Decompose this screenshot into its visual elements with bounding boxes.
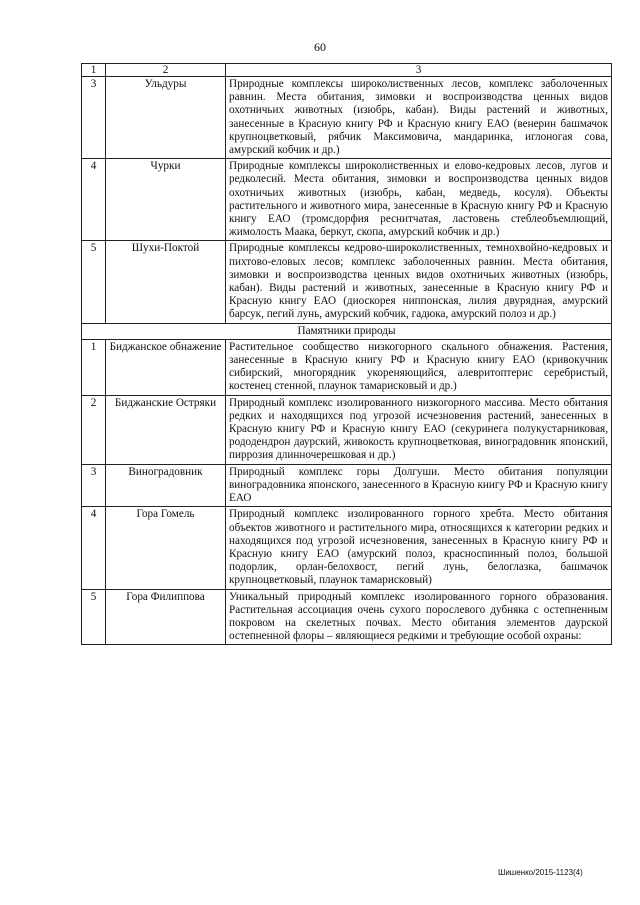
area-name: Шухи-Поктой xyxy=(106,241,226,323)
table-row xyxy=(82,464,612,507)
header-cell-3: 3 xyxy=(226,64,612,77)
row-number: 4 xyxy=(82,507,106,589)
table-row xyxy=(82,241,612,323)
table-row xyxy=(82,339,612,395)
row-number: 3 xyxy=(82,464,106,507)
table-header-row xyxy=(82,64,612,77)
area-name: Чурки xyxy=(106,159,226,241)
area-name: Биджанские Остряки xyxy=(106,395,226,464)
row-number: 1 xyxy=(82,339,106,395)
section-title: Памятники природы xyxy=(82,323,612,339)
area-description: Природный комплекс горы Долгуши. Место обитания популяции виноградовника японского, занесенного в Красную книгу РФ и Красную книгу ЕАО xyxy=(226,464,612,507)
area-description: Природные комплексы широколиственных и елово-кедровых лесов, лугов и редколесий. Места обитания, зимовки и воспроизводства ценных видов охотничьих животных (изюбрь, кабан, медведь, косуля). Объекты растительного и животного мира, занесенные в Красную книгу РФ и Красную книгу ЕАО (тромсдорфия реснитчатая, ластовень стеблеобъемлющий, жимолость Маака, беркут, скопа, амурский кобчик и др.) xyxy=(226,159,612,241)
row-number: 2 xyxy=(82,395,106,464)
area-name: Виноградовник xyxy=(106,464,226,507)
row-number: 5 xyxy=(82,241,106,323)
table-row xyxy=(82,589,612,645)
protected-areas-table xyxy=(81,63,612,645)
area-name: Гора Гомель xyxy=(106,507,226,589)
header-cell-1: 1 xyxy=(82,64,106,77)
area-name: Ульдуры xyxy=(106,77,226,159)
area-description: Природный комплекс изолированного низкогорного массива. Место обитания редких и находящихся под угрозой исчезновения растений, занесенных в Красную книгу РФ и Красную книгу ЕАО (секуринега полукустарниковая, рододендрон даурский, живокость крупноцветковая, виноградовник японский, пиррозия длинночерешковая и др.) xyxy=(226,395,612,464)
area-name: Биджанское обнажение xyxy=(106,339,226,395)
area-description: Природный комплекс изолированного горного хребта. Место обитания объектов животного и растительного мира, относящихся к категории редких и находящихся под угрозой исчезновения, занесенных в Красную книгу РФ и Красную книгу ЕАО (амурский полоз, красноспинный полоз, большой подорлик, орлан-белохвост, пегий лунь, белоглазка, башмачок крупноцветковый, плаунок тамарисковый) xyxy=(226,507,612,589)
header-cell-2: 2 xyxy=(106,64,226,77)
table-row xyxy=(82,395,612,464)
page-number: 60 xyxy=(314,40,326,54)
section-header-row xyxy=(82,323,612,339)
area-description: Уникальный природный комплекс изолированного горного образования. Растительная ассоциация очень сухого порослевого дубняка с остепненным покровом на скелетных почвах. Место обитания элементов даурской остепненной флоры – являющиеся редкими и требующие особой охраны: xyxy=(226,589,612,645)
document-footer-code: Шишенко/2015-1123(4) xyxy=(498,868,583,877)
table-row xyxy=(82,507,612,589)
row-number: 3 xyxy=(82,77,106,159)
area-description: Природные комплексы широколиственных лесов, комплекс заболоченных равнин. Места обитания, зимовки и воспроизводства ценных видов охотничьих животных (изюбрь, кабан). Виды растений и животных, занесенные в Красную книгу РФ и Красную книгу ЕАО (венерин башмачок крупноцветковый, рябчик Максимовича, мандаринка, иглоногая сова, амурский кобчик и др.) xyxy=(226,77,612,159)
area-description: Природные комплексы кедрово-широколиственных, темнохвойно-кедровых и пихтово-еловых лесов; комплекс заболоченных равнин. Места обитания, зимовки и воспроизводства ценных видов охотничьих животных (изюбрь, кабан). Виды растений и животных, занесенные в Красную книгу РФ и Красную книгу ЕАО (диоскорея ниппонская, лилия двурядная, амурский барсук, пегий лунь, амурский кобчик, гадюка, амурский полоз и др.) xyxy=(226,241,612,323)
row-number: 5 xyxy=(82,589,106,645)
area-name: Гора Филиппова xyxy=(106,589,226,645)
row-number: 4 xyxy=(82,159,106,241)
area-description: Растительное сообщество низкогорного скального обнажения. Растения, занесенные в Красную книгу РФ и Красную книгу ЕАО (кривокучник сибирский, многорядник укореняющийся, алевритоптерис серебристый, костенец стенной, плаунок тамарисковый и др.) xyxy=(226,339,612,395)
table-row xyxy=(82,77,612,159)
table-row xyxy=(82,159,612,241)
